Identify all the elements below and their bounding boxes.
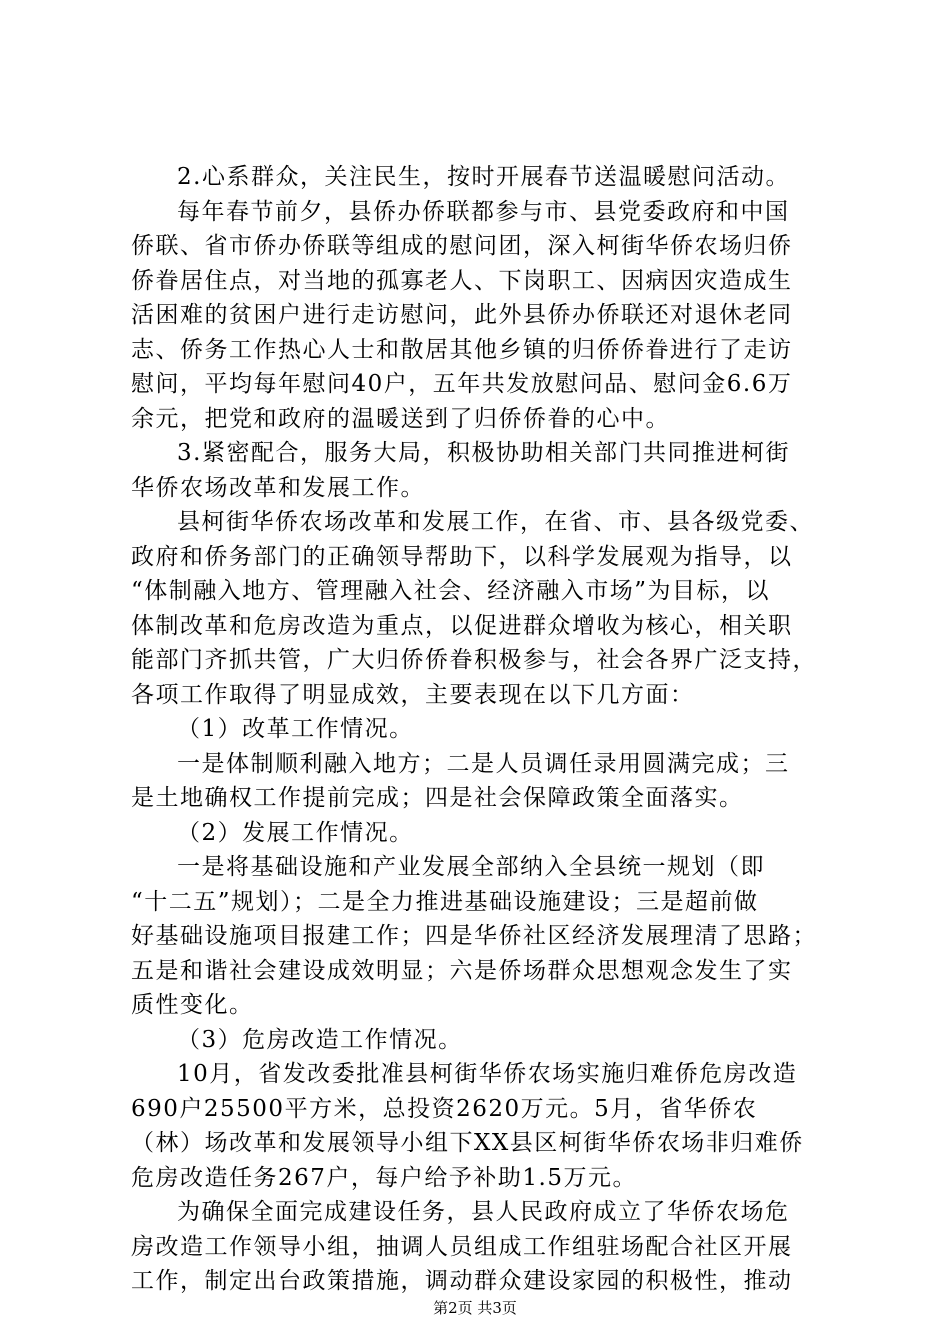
- text-line: 五是和谐社会建设成效明显；六是侨场群众思想观念发生了实: [131, 957, 793, 984]
- text-line: “十二五”规划）；二是全力推进基础设施建设；三是超前做: [131, 888, 759, 915]
- text-line: 各项工作取得了明显成效，主要表现在以下几方面：: [131, 681, 695, 708]
- text-line: 活困难的贫困户进行走访慰问，此外县侨办侨联还对退休老同: [131, 302, 793, 328]
- text-line: 690户25500平方米，总投资2620万元。5月，省华侨农: [131, 1095, 758, 1122]
- text-line: 是土地确权工作提前完成；四是社会保障政策全面落实。: [131, 785, 744, 811]
- text-line: 房改造工作领导小组，抽调人员组成工作组驻场配合社区开展: [131, 1233, 793, 1260]
- text-line: （2）发展工作情况。: [177, 819, 414, 846]
- text-line: 为确保全面完成建设任务，县人民政府成立了华侨农场危: [177, 1199, 790, 1225]
- page-footer: 第2页 共3页: [433, 1299, 517, 1317]
- text-line: （林）场改革和发展领导小组下XX县区柯街华侨农场非归难侨: [131, 1130, 804, 1156]
- text-line: 侨联、省市侨办侨联等组成的慰问团，深入柯街华侨农场归侨: [131, 233, 793, 259]
- text-line: 侨眷居住点，对当地的孤寡老人、下岗职工、因病因灾造成生: [131, 267, 793, 294]
- text-line: 每年春节前夕，县侨办侨联都参与市、县党委政府和中国: [177, 198, 790, 225]
- text-line: 一是将基础设施和产业发展全部纳入全县统一规划（即: [177, 854, 765, 880]
- text-line: 志、侨务工作热心人士和散居其他乡镇的归侨侨眷进行了走访: [131, 336, 793, 363]
- text-line: 2.心系群众，关注民生，按时开展春节送温暖慰问活动。: [177, 164, 790, 190]
- text-line: 10月，省发改委批准县柯街华侨农场实施归难侨危房改造: [177, 1061, 798, 1087]
- text-line: 质性变化。: [131, 992, 254, 1018]
- text-line: 危房改造任务267户，每户给予补助1.5万元。: [131, 1164, 637, 1191]
- text-line: 体制改革和危房改造为重点，以促进群众增收为核心，相关职: [131, 612, 793, 639]
- text-line: 政府和侨务部门的正确领导帮助下，以科学发展观为指导，以: [131, 543, 793, 570]
- text-line: （1）改革工作情况。: [177, 716, 414, 742]
- text-line: 3.紧密配合，服务大局，积极协助相关部门共同推进柯街: [177, 440, 790, 466]
- text-line: 一是体制顺利融入地方；二是人员调任录用圆满完成；三: [177, 750, 790, 777]
- text-line: 好基础设施项目报建工作；四是华侨社区经济发展理清了思路；: [131, 923, 817, 949]
- text-line: 华侨农场改革和发展工作。: [131, 474, 425, 501]
- text-line: （3）危房改造工作情况。: [177, 1026, 463, 1053]
- text-line: 慰问，平均每年慰问40户，五年共发放慰问品、慰问金6.6万: [131, 371, 793, 397]
- text-line: 能部门齐抓共管，广大归侨侨眷积极参与，社会各界广泛支持，: [131, 647, 817, 673]
- text-line: 县柯街华侨农场改革和发展工作，在省、市、县各级党委、: [177, 509, 814, 535]
- text-line: 余元，把党和政府的温暖送到了归侨侨眷的心中。: [131, 405, 670, 432]
- text-line: 工作，制定出台政策措施，调动群众建设家园的积极性，推动: [131, 1268, 793, 1294]
- text-line: “体制融入地方、管理融入社会、经济融入市场”为目标，以: [131, 578, 771, 604]
